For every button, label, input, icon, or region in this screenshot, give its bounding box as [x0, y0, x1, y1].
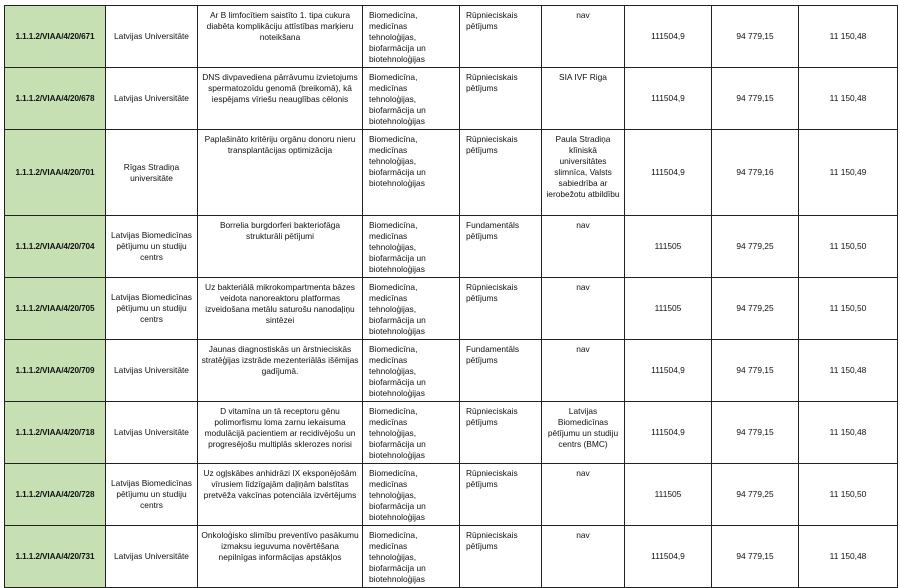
state-funding-cell: 11 150,48: [799, 6, 898, 68]
research-field-cell: Biomedicīna, medicīnas tehnoloģijas, biofarmācija un biotehnoloģijas: [363, 464, 460, 526]
institution-cell: Latvijas Biomedicīnas pētījumu un studiju centrs: [106, 464, 198, 526]
state-funding-cell: 11 150,49: [799, 130, 898, 216]
research-field-cell: Biomedicīna, medicīnas tehnoloģijas, biofarmācija un biotehnoloģijas: [363, 6, 460, 68]
project-id-cell: 1.1.1.2/VIAA/4/20/671: [5, 6, 106, 68]
erdf-funding-cell: 94 779,15: [712, 526, 799, 588]
table-row: [5, 216, 898, 278]
project-id-cell: 1.1.1.2/VIAA/4/20/709: [5, 340, 106, 402]
erdf-funding-cell: 94 779,25: [712, 464, 799, 526]
state-funding-cell: 11 150,50: [799, 278, 898, 340]
partner-cell: nav: [542, 278, 625, 340]
state-funding-cell: 11 150,48: [799, 402, 898, 464]
institution-cell: Latvijas Universitāte: [106, 402, 198, 464]
research-type-cell: Rūpnieciskais pētījums: [460, 68, 542, 130]
research-type-cell: Fundamentāls pētījums: [460, 216, 542, 278]
table-row: [5, 130, 898, 216]
institution-cell: Latvijas Universitāte: [106, 6, 198, 68]
table-row: [5, 402, 898, 464]
project-id-cell: 1.1.1.2/VIAA/4/20/701: [5, 130, 106, 216]
table-row: [5, 6, 898, 68]
research-type-cell: Rūpnieciskais pētījums: [460, 278, 542, 340]
research-field-cell: Biomedicīna, medicīnas tehnoloģijas, biofarmācija un biotehnoloģijas: [363, 526, 460, 588]
erdf-funding-cell: 94 779,15: [712, 6, 799, 68]
institution-cell: Latvijas Universitāte: [106, 526, 198, 588]
total-funding-cell: 111505: [625, 278, 712, 340]
table-row: [5, 340, 898, 402]
table-row: [5, 68, 898, 130]
project-title-cell: Ar B limfocītiem saistīto 1. tipa cukura diabēta komplikāciju attīstības marķieru noteikšana: [198, 6, 363, 68]
state-funding-cell: 11 150,48: [799, 526, 898, 588]
partner-cell: SIA IVF Riga: [542, 68, 625, 130]
research-field-cell: Biomedicīna, medicīnas tehnoloģijas, biofarmācija un biotehnoloģijas: [363, 130, 460, 216]
project-id-cell: 1.1.1.2/VIAA/4/20/728: [5, 464, 106, 526]
research-field-cell: Biomedicīna, medicīnas tehnoloģijas, biofarmācija un biotehnoloģijas: [363, 68, 460, 130]
erdf-funding-cell: 94 779,25: [712, 278, 799, 340]
partner-cell: nav: [542, 340, 625, 402]
projects-table-body: [5, 6, 898, 588]
state-funding-cell: 11 150,50: [799, 216, 898, 278]
research-field-cell: Biomedicīna, medicīnas tehnoloģijas, biofarmācija un biotehnoloģijas: [363, 340, 460, 402]
erdf-funding-cell: 94 779,15: [712, 68, 799, 130]
table-row: [5, 526, 898, 588]
institution-cell: Rīgas Stradiņa universitāte: [106, 130, 198, 216]
research-type-cell: Rūpnieciskais pētījums: [460, 402, 542, 464]
partner-cell: nav: [542, 216, 625, 278]
total-funding-cell: 111504,9: [625, 402, 712, 464]
partner-cell: nav: [542, 464, 625, 526]
erdf-funding-cell: 94 779,25: [712, 216, 799, 278]
project-title-cell: Borrelia burgdorferi bakteriofāga strukturāli pētījumi: [198, 216, 363, 278]
project-title-cell: DNS divpavedienа pārrāvumu izvietojums spermatozoīdu genomā (breikomā), kā iespējams vīriešu neauglības cēlonis: [198, 68, 363, 130]
institution-cell: Latvijas Universitāte: [106, 68, 198, 130]
state-funding-cell: 11 150,50: [799, 464, 898, 526]
erdf-funding-cell: 94 779,15: [712, 340, 799, 402]
institution-cell: Latvijas Biomedicīnas pētījumu un studiju centrs: [106, 278, 198, 340]
total-funding-cell: 111504,9: [625, 340, 712, 402]
state-funding-cell: 11 150,48: [799, 68, 898, 130]
project-id-cell: 1.1.1.2/VIAA/4/20/705: [5, 278, 106, 340]
research-type-cell: Rūpnieciskais pētījums: [460, 6, 542, 68]
research-type-cell: Rūpnieciskais pētījums: [460, 526, 542, 588]
table-row: [5, 464, 898, 526]
project-id-cell: 1.1.1.2/VIAA/4/20/704: [5, 216, 106, 278]
total-funding-cell: 111505: [625, 216, 712, 278]
projects-table: [4, 5, 898, 588]
partner-cell: Paula Stradiņa klīniskā universitātes slimnīca, Valsts sabiedrība ar ierobežotu atbildību: [542, 130, 625, 216]
project-id-cell: 1.1.1.2/VIAA/4/20/731: [5, 526, 106, 588]
state-funding-cell: 11 150,48: [799, 340, 898, 402]
project-title-cell: Uz ogļskābes anhidrāzi IX eksponējošām vīrusiem līdzīgajām daļiņām balstītas pretvēža vakcīnas potenciāla izvērtējums: [198, 464, 363, 526]
partner-cell: nav: [542, 6, 625, 68]
research-type-cell: Fundamentāls pētījums: [460, 340, 542, 402]
total-funding-cell: 111504,9: [625, 6, 712, 68]
erdf-funding-cell: 94 779,15: [712, 402, 799, 464]
project-title-cell: D vitamīna un tā receptoru gēnu polimorfismu loma zarnu iekaisuma modulācijā pacientiem ar recidivējošu un progresējošu multiplās sklerozes norisi: [198, 402, 363, 464]
table-row: [5, 278, 898, 340]
research-field-cell: Biomedicīna, medicīnas tehnoloģijas, biofarmācija un biotehnoloģijas: [363, 402, 460, 464]
total-funding-cell: 111505: [625, 464, 712, 526]
project-title-cell: Uz bakteriālā mikrokompartmenta bāzes veidota nanoreaktoru platformas izveidošana metālu saturošu nanodaļiņu sintēzei: [198, 278, 363, 340]
project-id-cell: 1.1.1.2/VIAA/4/20/718: [5, 402, 106, 464]
project-title-cell: Jaunas diagnostiskās un ārstnieciskās stratēģijas izstrāde mezenteriālās išēmijas gadījumā.: [198, 340, 363, 402]
institution-cell: Latvijas Biomedicīnas pētījumu un studiju centrs: [106, 216, 198, 278]
partner-cell: Latvijas Biomedicīnas pētījumu un studiju centrs (BMC): [542, 402, 625, 464]
project-title-cell: Paplašināto kritēriju orgānu donoru nieru transplantācijas optimizācija: [198, 130, 363, 216]
project-title-cell: Onkoloģisko slimību preventīvo pasākumu izmaksu ieguvuma novērtēšana nepilnīgas informācijas apstākļos: [198, 526, 363, 588]
partner-cell: nav: [542, 526, 625, 588]
research-field-cell: Biomedicīna, medicīnas tehnoloģijas, biofarmācija un biotehnoloģijas: [363, 216, 460, 278]
research-type-cell: Rūpnieciskais pētījums: [460, 130, 542, 216]
total-funding-cell: 111504,9: [625, 68, 712, 130]
research-field-cell: Biomedicīna, medicīnas tehnoloģijas, biofarmācija un biotehnoloģijas: [363, 278, 460, 340]
project-id-cell: 1.1.1.2/VIAA/4/20/678: [5, 68, 106, 130]
erdf-funding-cell: 94 779,16: [712, 130, 799, 216]
total-funding-cell: 111504,9: [625, 526, 712, 588]
total-funding-cell: 111504,9: [625, 130, 712, 216]
research-type-cell: Rūpnieciskais pētījums: [460, 464, 542, 526]
institution-cell: Latvijas Universitāte: [106, 340, 198, 402]
